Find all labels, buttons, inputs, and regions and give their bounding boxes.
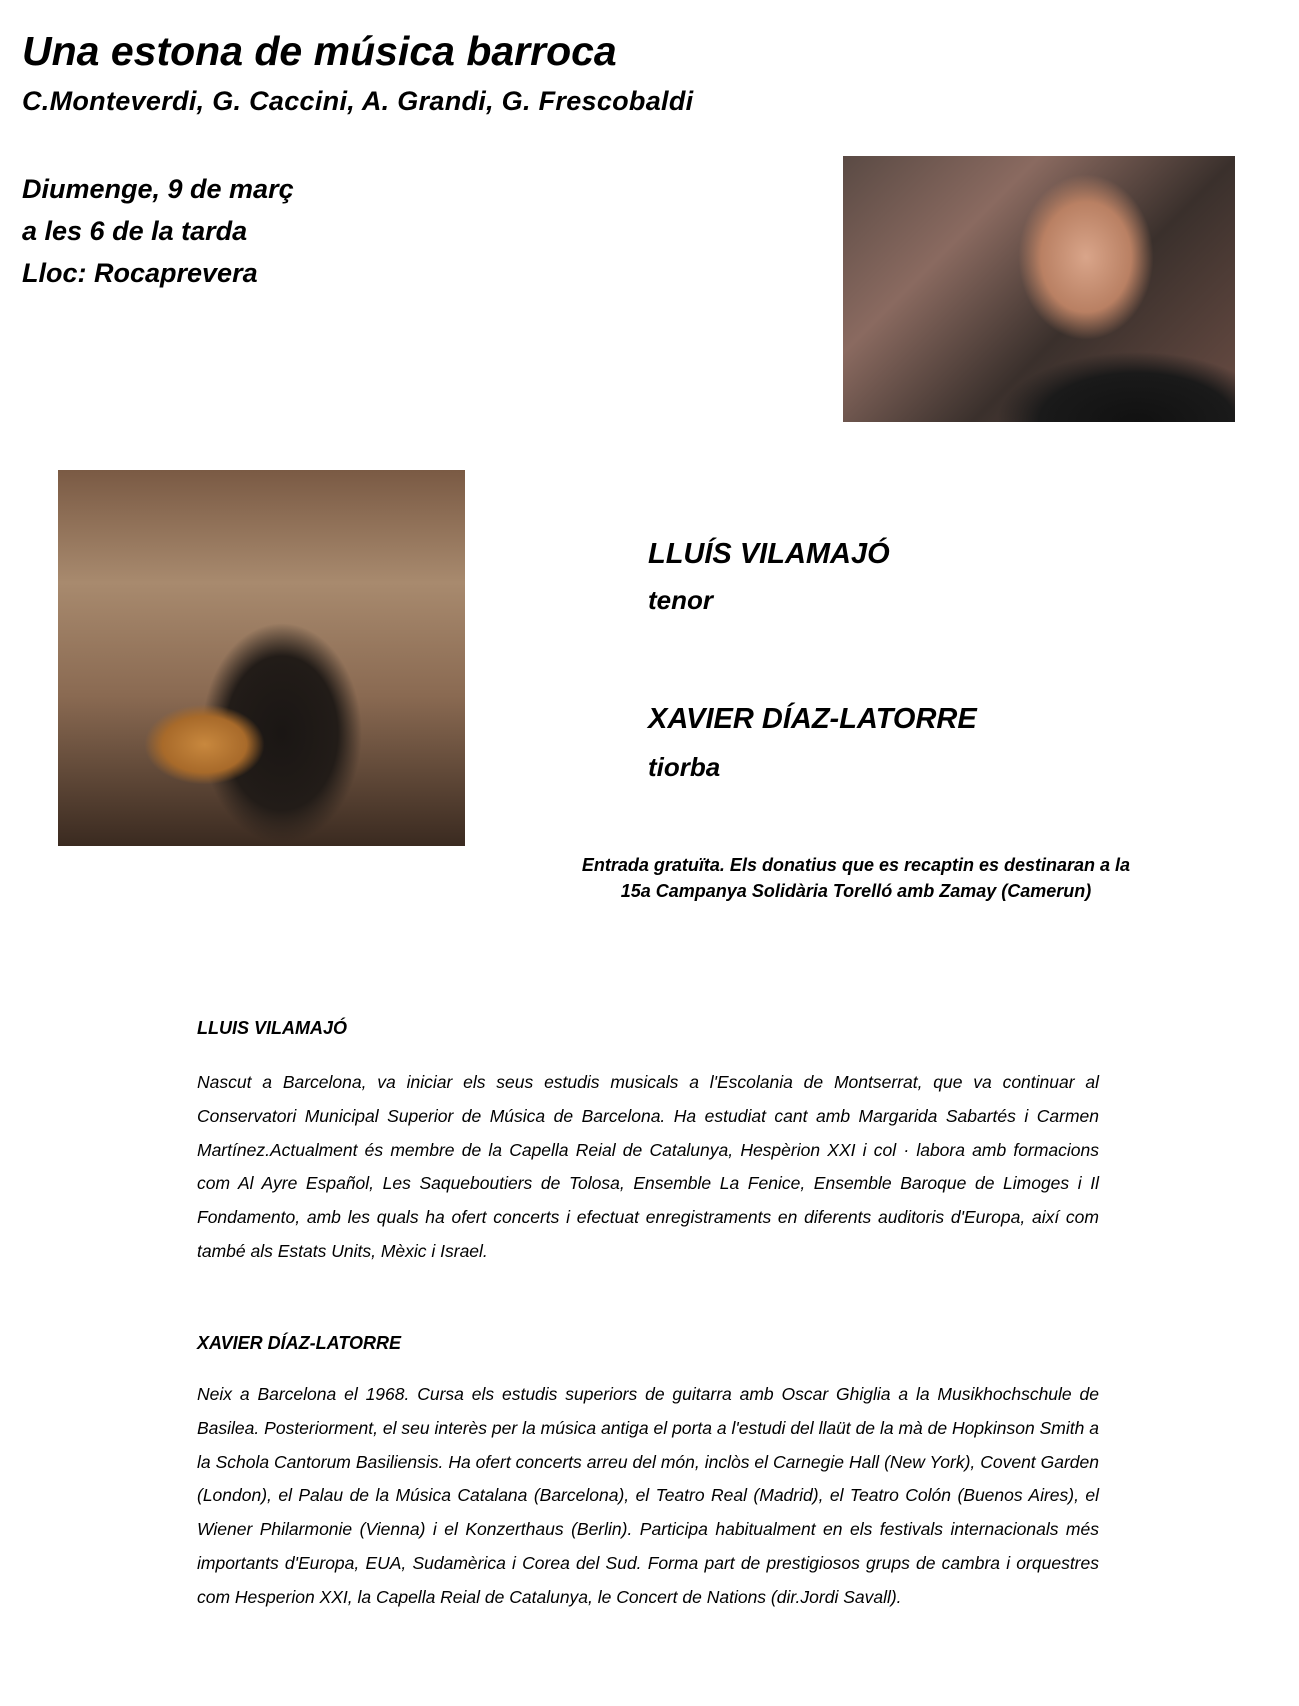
composers: C.Monteverdi, G. Caccini, A. Grandi, G. Frescobaldi [22,86,694,116]
page-title: Una estona de música barroca [22,28,617,74]
event-date: Diumenge, 9 de març [22,174,294,204]
performer-name-2: XAVIER DÍAZ-LATORRE [648,703,977,735]
performer-role-2: tiorba [648,752,721,782]
theorbo-player-photo [58,470,465,846]
event-time: a les 6 de la tarda [22,216,248,246]
bio-text-2: Neix a Barcelona el 1968. Cursa els estudis superiors de guitarra amb Oscar Ghiglia a la Musikhochschule de Basilea. Posteriorment, el seu interès per la música antiga el porta a l'estudi del llaüt de la mà de Hopkinson Smith a la Schola Cantorum Basiliensis. Ha ofert concerts arreu del món, inclòs el Carnegie Hall (New York), Covent Garden (London), el Palau de la Música Catalana (Barcelona), el Teatro Real (Madrid), el Teatro Colón (Buenos Aires), el Wiener Philarmonie (Vienna) i el Konzerthaus (Berlin). Participa habitualment en els festivals internacionals més importants d'Europa, EUA, Sudamèrica i Corea del Sud. Forma part de prestigiosos grups de cambra i orquestres com Hesperion XXI, la Capella Reial de Catalunya, le Concert de Nations (dir.Jordi Savall). [197,1384,1099,1607]
performer-name-1: LLUÍS VILAMAJÓ [648,538,890,570]
tenor-photo [843,156,1235,422]
entrance-note [480,852,1232,904]
performer-role-1: tenor [648,585,713,615]
bio-heading-2: XAVIER DÍAZ-LATORRE [197,1333,402,1353]
entrance-line-2: 15a Campanya Solidària Torelló amb Zamay (Camerun) [620,881,1092,901]
bio-text-1: Nascut a Barcelona, va iniciar els seus estudis musicals a l'Escolania de Montserrat, que va continuar al Conservatori Municipal Superior de Música de Barcelona. Ha estudiat cant amb Margarida Sabartés i Carmen Martínez.Actualment és membre de la Capella Reial de Catalunya, Hespèrion XXI i col · labora amb formacions com Al Ayre Español, Les Saqueboutiers de Tolosa, Ensemble La Fenice, Ensemble Baroque de Limoges i Il Fondamento, amb les quals ha ofert concerts i efectuat enregistraments en diferents auditoris d'Europa, així com també als Estats Units, Mèxic i Israel. [197,1072,1099,1261]
event-place: Lloc: Rocaprevera [22,258,258,288]
entrance-line-1: Entrada gratuïta. Els donatius que es recaptin es destinaran a la [581,855,1131,875]
bio-heading-1: LLUIS VILAMAJÓ [197,1018,348,1038]
